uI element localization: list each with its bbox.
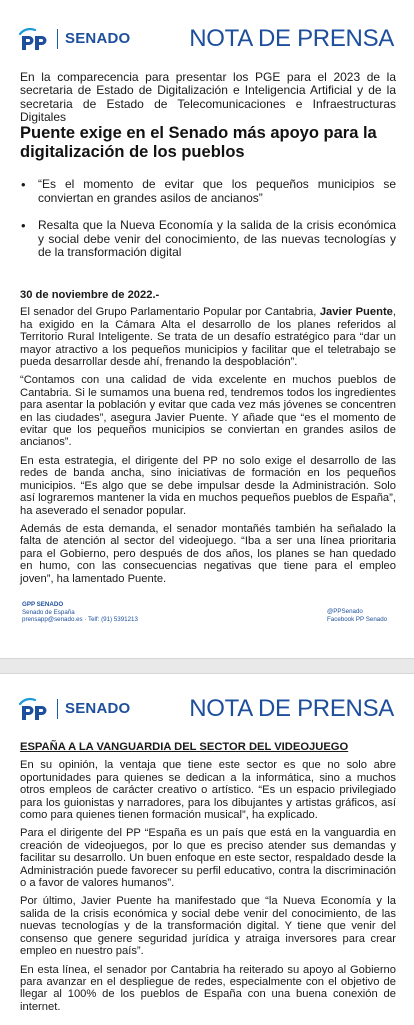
- pp-logo-icon: [18, 698, 50, 720]
- bullet-item: • Resalta que la Nueva Economía y la salida de la crisis económica y social debe venir del conocimiento, de las nuevas tecnologías y de la transformación digital: [21, 218, 396, 260]
- bullet-item: • “Es el momento de evitar que los pequeños municipios se conviertan en grandes asilos de ancianos”: [21, 177, 396, 205]
- paragraph: En esta línea, el senador por Cantabria ha reiterado su apoyo al Gobierno para avanzar en el despliegue de redes, especialmente con el objetivo de llegar al 100% de los pueblos de España con una buena conexión de internet.: [20, 963, 396, 1013]
- bullet-icon: •: [21, 177, 26, 192]
- header-divider: [57, 29, 58, 49]
- doc-type-title: NOTA DE PRENSA: [189, 695, 394, 722]
- senator-name: Javier Puente: [319, 306, 393, 319]
- header-divider: [57, 699, 58, 719]
- paragraph: Por último, Javier Puente ha manifestado que “la Nueva Economía y la salida de la crisis económica y social debe venir del conocimiento, de las nuevas tecnologías y de la transformación digital. Y tiene que venir del consenso que genere seguridad jurídica y atraiga inversores para crear empleo en nuestro país”.: [20, 895, 396, 958]
- section-title: ESPAÑA A LA VANGUARDIA DEL SECTOR DEL VIDEOJUEGO: [20, 741, 349, 753]
- paragraph: En su opinión, la ventaja que tiene este sector es que no solo abre oportunidades para quienes se dedican a la informática, sino a muchos otros empleos de carácter creativo o artístico. “Es un espacio privilegiado para los guionistas y narradores, para los dibujantes y artistas gráficos, así como para quienes tienen formación musical”, ha explicado.: [20, 759, 396, 822]
- paragraph: “Contamos con una calidad de vida excelente en muchos pueblos de Cantabria. Si le sumamos una buena red, tendremos todos los ingredientes para asentar la población y evitar que cada vez más jóvenes se concentren en las ciudades”, asegura Javier Puente. Y añade que “es el momento de evitar que los pequeños municipios se conviertan en grandes asilos de ancianos”.: [20, 374, 396, 449]
- doc-type-title: NOTA DE PRENSA: [189, 25, 394, 52]
- footer-social: [327, 608, 387, 623]
- press-page-2: [0, 674, 414, 1025]
- page-header: [18, 697, 394, 723]
- twitter-handle: @PPSenado: [327, 608, 363, 615]
- pp-logo-icon: [18, 28, 50, 50]
- intro-paragraph: En la comparecencia para presentar los PGE para el 2023 de la secretaria de Estado de Digitalización e Inteligencia Artificial y de la secretaria de Estado de Telecomunicaciones e Infraestructuras Digitales: [20, 70, 396, 125]
- paragraph: Además de esta demanda, el senador montañés también ha señalado la falta de atención al sector del videojuego. “Iba a ser una línea prioritaria para el Gobierno, pero después de dos años, los planes se han quedado en humo, con las consecuencias negativas que tiene para el empleo joven”, ha lamentado Puente.: [20, 522, 396, 585]
- bullet-list: [20, 178, 396, 270]
- senado-label: SENADO: [65, 700, 131, 717]
- bullet-icon: •: [21, 218, 26, 234]
- footer-email-phone: prensapp@senado.es · Telf: (91) 5391213: [22, 616, 138, 624]
- facebook-handle: Facebook PP Senado: [327, 615, 388, 623]
- headline: Puente exige en el Senado más apoyo para la digitalización de los pueblos: [20, 124, 377, 161]
- body-text: [20, 741, 396, 1013]
- footer-org: GPP SENADO: [22, 601, 64, 608]
- page-separator: [0, 658, 414, 674]
- senado-label: SENADO: [65, 30, 131, 47]
- page-header: [18, 27, 394, 53]
- release-date: 30 de noviembre de 2022.-: [20, 289, 160, 301]
- paragraph: Para el dirigente del PP “España es un país que está en la vanguardia en creación de videojuegos, por lo que es preciso atender sus demandas y facilitar su desarrollo. Un buen enfoque en este sector, respaldado desde la Administración puede favorecer su perfil educativo, contra la discriminación o a favor de valores humanos”.: [20, 827, 396, 890]
- footer-line: Senado de España: [22, 608, 75, 616]
- paragraph: En esta estrategia, el dirigente del PP no solo exige el desarrollo de las redes de banda ancha, sino iniciativas de formación en los pequeños municipios. “Es algo que se debe impulsar desde la Administración. Solo así lograremos mantener la vida en muchos pequeños pueblos de España”, ha aseverado el senador popular.: [20, 454, 396, 517]
- body-text: [20, 289, 396, 585]
- footer-contact: [22, 601, 138, 624]
- paragraph: El senador del Grupo Parlamentario Popular por Cantabria, Javier Puente, ha exigido en la Cámara Alta el desarrollo de los planes referidos al Territorio Rural Inteligente. Se trata de un desafío estratégico para “dar un mayor atractivo a los pequeños municipios y facilitar que el teletrabajo se pueda desarrollar desde ahí, frenando la despoblación”.: [20, 306, 396, 369]
